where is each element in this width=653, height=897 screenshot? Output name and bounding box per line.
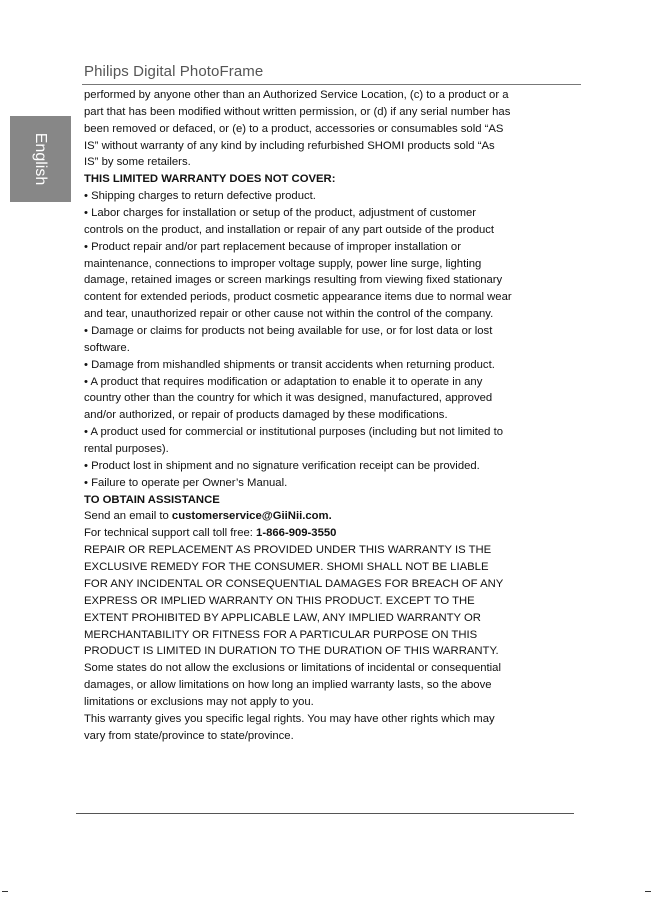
- text-line: [84, 374, 584, 391]
- text-line: [84, 542, 584, 559]
- text-line-content: IS” without warranty of any kind by including refurbished SHOMI products sold “As: [84, 139, 495, 152]
- text-line: [84, 357, 584, 374]
- text-line: [84, 289, 584, 306]
- text-line-content: • Shipping charges to return defective product.: [84, 190, 316, 203]
- text-line: [84, 508, 584, 525]
- text-line-content: rental purposes).: [84, 443, 169, 456]
- text-line: [84, 711, 584, 728]
- text-line: [84, 87, 584, 104]
- text-line-content: • Damage or claims for products not being available for use, or for lost data or lost: [84, 325, 493, 338]
- text-line: [84, 728, 584, 745]
- text-line-content: controls on the product, and installation or repair of any part outside of the product: [84, 223, 495, 236]
- text-line-content: • A product that requires modification or adaptation to enable it to operate in any: [84, 375, 483, 388]
- text-line-content: EXPRESS OR IMPLIED WARRANTY ON THIS PRODUCT. EXCEPT TO THE: [84, 594, 475, 607]
- text-line: [84, 610, 584, 627]
- text-line: [84, 256, 584, 273]
- text-line: [84, 154, 584, 171]
- text-line: [84, 475, 584, 492]
- text-line-content: and/or authorized, or repair of products damaged by these modifications.: [84, 409, 448, 422]
- text-line-content: damage, retained images or screen markings resulting from viewing fixed stationary: [84, 274, 503, 287]
- text-line: [84, 424, 584, 441]
- text-line: [84, 390, 584, 407]
- crop-mark-right: [645, 891, 651, 892]
- text-line: [84, 660, 584, 677]
- text-line-content: content for extended periods, product cosmetic appearance items due to normal wear: [84, 291, 512, 304]
- text-line: [84, 593, 584, 610]
- text-line: [84, 643, 584, 660]
- text-line-content: • A product used for commercial or institutional purposes (including but not limited to: [84, 426, 504, 439]
- section-heading: [84, 171, 584, 188]
- text-line-content: EXTENT PROHIBITED BY APPLICABLE LAW, ANY IMPLIED WARRANTY OR: [84, 611, 481, 624]
- text-line-content: PRODUCT IS LIMITED IN DURATION TO THE DURATION OF THIS WARRANTY.: [84, 645, 499, 658]
- language-tab-label: English: [32, 132, 50, 186]
- text-line-content: country other than the country for which it was designed, manufactured, approved: [84, 392, 493, 405]
- text-line-content: • Failure to operate per Owner’s Manual.: [84, 476, 288, 489]
- text-line-content: • Damage from mishandled shipments or transit accidents when returning product.: [84, 358, 495, 371]
- contact-detail: customerservice@GiiNii.com.: [171, 510, 332, 523]
- text-line-content: damages, or allow limitations on how long an implied warranty lasts, so the above: [84, 679, 492, 692]
- text-line-content: Some states do not allow the exclusions or limitations of incidental or consequential: [84, 662, 501, 675]
- text-line-content: MERCHANTABILITY OR FITNESS FOR A PARTICULAR PURPOSE ON THIS: [84, 628, 478, 641]
- text-line-content: Send an email to: [84, 510, 172, 523]
- text-line-content: software.: [84, 341, 130, 354]
- text-line: [84, 188, 584, 205]
- text-line-content: EXCLUSIVE REMEDY FOR THE CONSUMER. SHOMI SHALL NOT BE LIABLE: [84, 561, 489, 574]
- text-line-content: • Labor charges for installation or setup of the product, adjustment of customer: [84, 207, 477, 220]
- text-line: [84, 576, 584, 593]
- text-line: [84, 407, 584, 424]
- text-line: [84, 441, 584, 458]
- text-line-content: and tear, unauthorized repair or other cause not within the control of the company.: [84, 308, 494, 321]
- text-line-content: performed by anyone other than an Authorized Service Location, (c) to a product or a: [84, 89, 509, 101]
- text-line: [84, 222, 584, 239]
- text-line-content: For technical support call toll free:: [84, 527, 257, 540]
- text-line: [84, 121, 584, 138]
- text-line: [84, 205, 584, 222]
- text-line-content: been removed or defaced, or (e) to a product, accessories or consumables sold “AS: [84, 122, 504, 135]
- text-line: [84, 458, 584, 475]
- section-heading: [84, 492, 584, 509]
- text-line-content: part that has been modified without written permission, or (d) if any serial number has: [84, 105, 511, 118]
- text-line-content: REPAIR OR REPLACEMENT AS PROVIDED UNDER THIS WARRANTY IS THE: [84, 544, 492, 557]
- footer-divider: [76, 813, 574, 814]
- text-line: [84, 525, 584, 542]
- text-line: [84, 694, 584, 711]
- text-line: [84, 677, 584, 694]
- text-line-content: limitations or exclusions may not apply to you.: [84, 695, 314, 708]
- text-line: [84, 306, 584, 323]
- text-line: [84, 138, 584, 155]
- language-side-tab: [10, 116, 71, 202]
- text-line-content: maintenance, connections to improper voltage supply, power line surge, lighting: [84, 257, 482, 270]
- text-line-content: • Product repair and/or part replacement because of improper installation or: [84, 240, 461, 253]
- header-divider: [82, 84, 581, 85]
- text-line: [84, 323, 584, 340]
- text-line-content: vary from state/province to state/province.: [84, 729, 294, 742]
- text-line: [84, 272, 584, 289]
- text-line-content: This warranty gives you specific legal rights. You may have other rights which may: [84, 712, 495, 725]
- text-line-content: TO OBTAIN ASSISTANCE: [84, 493, 220, 506]
- text-line-content: • Product lost in shipment and no signature verification receipt can be provided.: [84, 459, 480, 472]
- crop-mark-left: [2, 891, 8, 892]
- text-line: [84, 627, 584, 644]
- text-line: [84, 104, 584, 121]
- page-header-title: Philips Digital PhotoFrame: [84, 63, 264, 80]
- text-line: [84, 239, 584, 256]
- warranty-text-body: [84, 87, 584, 745]
- text-line-content: FOR ANY INCIDENTAL OR CONSEQUENTIAL DAMAGES FOR BREACH OF ANY: [84, 577, 504, 590]
- text-line-content: THIS LIMITED WARRANTY DOES NOT COVER:: [84, 173, 336, 186]
- text-line-content: IS” by some retailers.: [84, 156, 191, 169]
- text-line: [84, 340, 584, 357]
- contact-detail: 1-866-909-3550: [256, 527, 337, 540]
- text-line: [84, 559, 584, 576]
